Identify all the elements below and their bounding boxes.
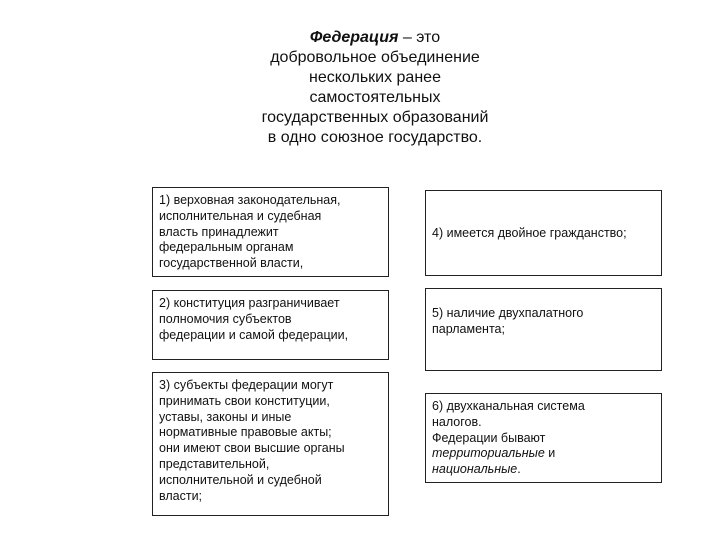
feature-box-2: 2) конституция разграничивает полномочия субъектов федерации и самой федерации, <box>152 290 389 360</box>
federation-type-territorial: территориальные <box>432 446 545 461</box>
feature-6-and: и <box>544 446 556 461</box>
definition-line-5: государственных образований <box>261 109 489 126</box>
feature-6-end: . <box>517 462 521 477</box>
definition-line-6: в одно союзное государство. <box>267 129 483 146</box>
feature-box-3: 3) субъекты федерации могут принимать свои конституции, уставы, законы и иные нормативные правовые акты; они имеют свои высшие органы представительной, исполнительной и судебной власти; <box>152 372 389 516</box>
definition-term: Федерация <box>309 29 399 46</box>
feature-4-text: 4) имеется двойное гражданство; <box>432 226 627 241</box>
definition-line-2: добровольное объединение <box>270 49 480 66</box>
definition-line-4: самостоятельных <box>309 89 441 106</box>
feature-box-6 <box>425 393 662 483</box>
feature-box-4 <box>425 190 662 276</box>
feature-box-5: 5) наличие двухпалатного парламента; <box>425 288 662 371</box>
federation-type-national: национальные <box>432 462 518 477</box>
feature-box-1: 1) верховная законодательная, исполнительная и судебная власть принадлежит федеральным органам государственной власти, <box>152 187 389 277</box>
feature-6-text: 6) двухканальная система налогов. Федерации бывают <box>432 399 585 445</box>
definition-line-3: нескольких ранее <box>309 69 441 86</box>
definition-rest-1: – это <box>398 29 441 46</box>
definition-text <box>225 28 525 148</box>
